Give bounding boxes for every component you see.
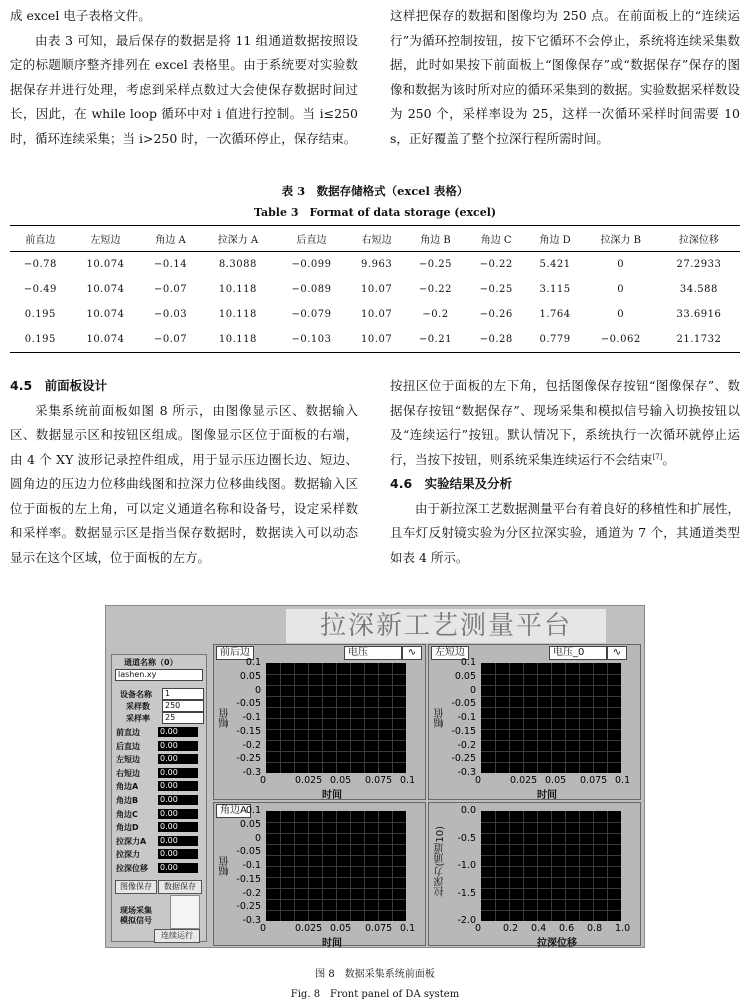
grid-line	[266, 899, 406, 900]
table-header-cell: 角边 A	[140, 226, 201, 252]
y-tick-label: -0.2	[242, 887, 261, 899]
data-row-value: 0.00	[158, 795, 198, 805]
y-tick-label: -0.5	[457, 832, 476, 844]
x-tick-label: 0.075	[365, 775, 393, 786]
table-cell: −0.25	[479, 284, 513, 295]
table-cell: −0.07	[140, 327, 201, 353]
plot-legend-label: 电压_0	[549, 646, 607, 660]
x-tick-label: 0.2	[503, 923, 519, 934]
data-row-label: 角边A	[116, 782, 139, 792]
plot-style-icon[interactable]: ∿	[402, 646, 422, 660]
data-row-value: 0.00	[158, 754, 198, 764]
data-row-label: 拉深位移	[116, 864, 148, 873]
y-tick-label: -1.5	[457, 887, 476, 899]
table-cell: −0.099	[291, 259, 332, 270]
paragraph: 成 excel 电子表格文件。	[10, 8, 151, 23]
graph-name-label: 前后边	[216, 646, 254, 660]
table-cell: 0.779	[527, 327, 584, 353]
table-cell: −0.26	[479, 309, 513, 320]
table-cell: −0.22	[479, 259, 513, 270]
y-tick-label: -0.15	[451, 725, 476, 737]
figure-caption-en: Fig. 8 Front panel of DA system	[290, 989, 460, 1000]
paragraph: 由表 3 可知，最后保存的数据是将 11 组通道数据按照设定的标题顺序整齐排列在 excel 表格里。由于系统要对实验数据保存并进行处理，考虑到采样点数过大会使保存数据时间过长，因此，在 while loop 循环中对 i 值进行控制。当 i≤250 时，循环连续采集；当 i>250 时，一次循环停止，保存结束。	[10, 32, 358, 146]
table-cell: −0.49	[23, 284, 57, 295]
table-cell: −0.28	[466, 327, 527, 353]
x-axis-title: 时间	[322, 790, 342, 801]
paragraph: 按扭区位于面板的左下角，包括图像保存按钮“图像保存”、数据保存按钮“数据保存”、现场采集和模拟信号输入切换按钮以及“连续运行”按钮。默认情况下，系统执行一次循环就停止运行，当按下按钮，则系统采集连续运行不会结束[7]。	[390, 378, 740, 467]
xy-graph[interactable]	[428, 802, 641, 949]
grid-line	[481, 888, 621, 889]
table-cell: 10.07	[348, 327, 405, 353]
y-tick-label: -0.2	[242, 739, 261, 751]
grid-line	[266, 888, 406, 889]
x-tick-label: 0.025	[510, 775, 538, 786]
y-tick-label: 0	[254, 832, 261, 844]
data-row-label: 角边B	[116, 796, 139, 805]
table-cell: 3.115	[539, 284, 571, 295]
text-column-left-bottom	[10, 374, 358, 570]
grid-line	[481, 729, 621, 730]
citation[interactable]: [7]	[652, 452, 663, 461]
table-cell: 21.1732	[658, 327, 740, 353]
grid-line	[481, 899, 621, 900]
y-tick-label: -0.25	[236, 901, 261, 913]
x-tick-label: 0.1	[400, 923, 416, 934]
data-row-label: 角边C	[116, 809, 138, 819]
samples-input[interactable]: 250	[162, 700, 204, 712]
table-header-cell: 拉深力 A	[201, 226, 275, 252]
table-cell: −0.78	[23, 259, 57, 270]
table-cell: 10.118	[218, 284, 257, 295]
x-tick-label: 0.4	[531, 923, 547, 934]
y-tick-label: -0.1	[457, 712, 476, 723]
x-tick-label: 0	[260, 775, 267, 786]
table-header-row	[10, 226, 740, 252]
device-input[interactable]: 1	[162, 688, 204, 700]
table-cell: 0	[617, 259, 625, 270]
table-header-cell: 后直边	[275, 226, 348, 252]
grid-line	[266, 833, 406, 834]
figure-caption-cn: 图 8 数据采集系统前面板	[315, 969, 435, 980]
table-cell: 10.07	[361, 309, 393, 320]
y-tick-label: 0.1	[245, 657, 261, 668]
x-tick-label: 0.075	[365, 923, 393, 934]
xy-graph[interactable]	[428, 644, 641, 800]
y-tick-label: 0.05	[239, 818, 261, 830]
text-column-right-bottom	[390, 374, 740, 570]
table-cell: 0	[617, 309, 625, 320]
table-cell: −0.103	[275, 327, 348, 353]
y-tick-label: -1.0	[457, 860, 476, 871]
table-cell: −0.21	[405, 327, 466, 353]
y-tick-label: -0.05	[451, 698, 476, 710]
x-axis-title: 拉深位移	[537, 938, 577, 949]
data-row-value: 0.00	[158, 768, 198, 778]
y-tick-label: -0.05	[236, 846, 261, 858]
table-cell: 1.764	[539, 309, 571, 320]
rate-label: 采样率	[126, 714, 150, 723]
table-row	[10, 302, 740, 327]
y-tick-label: -2.0	[457, 915, 476, 926]
y-axis-title: 幅值	[435, 708, 446, 728]
plot-legend-label: 电压	[344, 646, 402, 660]
grid-line	[266, 729, 406, 730]
grid-line	[266, 910, 406, 911]
table-cell: 0	[617, 284, 625, 295]
table-cell: 10.118	[201, 327, 275, 353]
y-tick-label: -0.05	[236, 698, 261, 710]
data-row-value: 0.00	[158, 727, 198, 737]
data-row-value: 0.00	[158, 836, 198, 846]
data-row-value: 0.00	[158, 822, 198, 832]
source-switch[interactable]	[170, 895, 200, 929]
y-tick-label: -0.2	[457, 739, 476, 751]
continuous-run-button[interactable]: 连续运行	[154, 929, 200, 943]
table-cell: −0.25	[418, 259, 453, 270]
grid-line	[481, 718, 621, 719]
table-cell: 8.3088	[218, 259, 257, 270]
grid-line	[266, 877, 406, 878]
table-header-cell: 角边 D	[527, 226, 584, 252]
table-row	[10, 277, 740, 302]
table-cell: 10.074	[86, 259, 125, 270]
x-tick-label: 0	[475, 923, 482, 934]
data-row-label: 左短边	[116, 755, 140, 765]
table-row	[10, 252, 740, 278]
text-column-left-top	[10, 4, 358, 151]
x-tick-label: 1.0	[615, 923, 631, 934]
table-cell: 33.6916	[676, 309, 722, 320]
y-tick-label: 0.0	[460, 805, 476, 816]
table-cell: −0.14	[154, 259, 188, 270]
data-row-label: 拉深力	[116, 850, 140, 860]
section-heading: 4.5 前面板设计	[10, 378, 108, 393]
data-row-label: 右短边	[116, 768, 140, 778]
grid-line	[266, 718, 406, 719]
table-cell: 10.074	[86, 309, 125, 320]
table-cell: 10.074	[86, 284, 125, 295]
table-cell: 34.588	[679, 284, 718, 295]
device-label: 设备名称	[120, 690, 152, 699]
x-tick-label: 0.8	[587, 923, 603, 934]
x-tick-label: 0.025	[295, 923, 323, 934]
x-axis-title: 时间	[537, 790, 557, 801]
y-tick-label: -0.15	[236, 873, 261, 885]
y-axis-title: 幅值	[220, 856, 231, 876]
paragraph: 采集系统前面板如图 8 所示，由图像显示区、数据输入区、数据显示区和按钮区组成。图像显示区位于面板的右端，由 4 个 XY 波形记录控件组成，用于显示压边圈长边、短边、圆角边的压边力位移曲线图和拉深力位移曲线图。数据输入区位于面板的左上角，可以定义通道名称和设备号，设定采样数和采样率。数据显示区是指当保存数据时，数据读入可以动态显示在这个区域，位于面板的左方。	[10, 402, 358, 565]
x-tick-label: 0	[475, 775, 482, 786]
table-cell: 5.421	[539, 259, 571, 270]
graph-name-label: 角边A	[216, 804, 251, 818]
grid-line	[481, 740, 621, 741]
y-tick-label: -0.1	[242, 712, 261, 723]
grid-line	[266, 685, 406, 686]
grid-line	[266, 696, 406, 697]
table-cell: −0.03	[154, 309, 188, 320]
xy-graph[interactable]	[213, 644, 426, 800]
y-axis-title: 拉深力(通道10)	[435, 826, 446, 897]
text-column-right-top	[390, 4, 740, 151]
graph-name-label: 左短边	[431, 646, 469, 660]
grid-line	[481, 877, 621, 878]
grid-line	[266, 866, 406, 867]
data-row-value: 0.00	[158, 863, 198, 873]
x-tick-label: 0	[260, 923, 267, 934]
y-tick-label: 0.1	[460, 657, 476, 668]
y-tick-label: -0.3	[242, 915, 261, 926]
y-tick-label: -0.3	[457, 767, 476, 778]
table-cell: −0.2	[422, 309, 449, 320]
table-cell: 0.195	[10, 327, 71, 353]
x-tick-label: 0.025	[295, 775, 323, 786]
x-axis-title: 时间	[322, 938, 342, 949]
grid-line	[266, 844, 406, 845]
grid-line	[481, 685, 621, 686]
rate-input[interactable]: 25	[162, 712, 204, 724]
x-tick-label: 0.1	[615, 775, 631, 786]
table-header-cell: 拉深力 B	[584, 226, 658, 252]
xy-graph[interactable]	[213, 802, 426, 949]
data-row-label: 角边D	[116, 823, 139, 833]
grid-line	[481, 844, 621, 845]
table-cell: 0.195	[24, 309, 56, 320]
table-header-cell: 左短边	[71, 226, 141, 252]
x-tick-label: 0.6	[559, 923, 575, 934]
data-row-label: 后直边	[116, 741, 140, 751]
table-header-cell: 角边 B	[405, 226, 466, 252]
data-row-value: 0.00	[158, 741, 198, 751]
data-table	[10, 225, 740, 353]
x-tick-label: 0.1	[400, 775, 416, 786]
x-tick-label: 0.05	[545, 775, 567, 786]
switch-label-field: 现场采集	[120, 906, 152, 915]
control-column	[111, 654, 207, 942]
grid-line	[266, 855, 406, 856]
x-tick-label: 0.05	[330, 775, 352, 786]
data-save-button[interactable]: 数据保存	[158, 880, 202, 894]
grid-line	[266, 674, 406, 675]
y-tick-label: -0.3	[242, 767, 261, 778]
table-cell: 27.2933	[676, 259, 722, 270]
plot-area[interactable]	[266, 811, 406, 921]
y-tick-label: -0.1	[242, 860, 261, 871]
plot-style-icon[interactable]: ∿	[607, 646, 627, 660]
table-cell: −0.22	[418, 284, 453, 295]
table-cell: 10.074	[71, 327, 141, 353]
paragraph: 这样把保存的数据和图像均为 250 点。在前面板上的“连续运行”为循环控制按钮，按下它循环不会停止，系统将连续采集数据，此时如果按下前面板上“图像保存”或“数据保存”保存的图像和数据为该时所对应的循环采集到的数据。实验数据采样数设为 250 个，采样率设为 25，这样一次循环采样时间需要 10 s，正好覆盖了整个拉深行程所需时间。	[390, 8, 741, 146]
section-heading: 4.6 实验结果及分析	[390, 476, 513, 491]
data-row-label: 前直边	[116, 728, 140, 737]
data-row-value: 0.00	[158, 809, 198, 819]
table-caption-cn: 表 3 数据存储格式（excel 表格）	[281, 184, 469, 198]
paragraph: 由于新拉深工艺数据测量平台有着良好的移植性和扩展性，且车灯反射镜实验为分区拉深实验，通道为 7 个，其通道类型如表 4 所示。	[390, 500, 741, 565]
plot-area[interactable]	[481, 811, 621, 921]
samples-label: 采样数	[126, 702, 150, 711]
y-tick-label: -0.15	[236, 725, 261, 737]
y-tick-label: -0.25	[451, 753, 476, 765]
table-cell: 9.963	[361, 259, 393, 270]
grid-line	[266, 822, 406, 823]
data-row-label: 拉深力A	[116, 836, 147, 846]
table-caption-en: Table 3 Format of data storage (excel)	[253, 206, 497, 219]
table-header-cell: 拉深位移	[658, 226, 740, 252]
grid-line	[481, 762, 621, 763]
y-tick-label: 0.1	[245, 805, 261, 816]
grid-line	[481, 866, 621, 867]
data-row-value: 0.00	[158, 781, 198, 791]
grid-line	[266, 751, 406, 752]
x-tick-label: 0.05	[330, 923, 352, 934]
grid-line	[481, 674, 621, 675]
plot-area[interactable]	[266, 663, 406, 773]
table-header-cell: 角边 C	[466, 226, 527, 252]
channel-label: 通道名称（0）	[124, 658, 178, 667]
grid-line	[481, 707, 621, 708]
table-header-cell: 前直边	[10, 226, 71, 252]
grid-line	[481, 833, 621, 834]
front-panel-figure	[105, 605, 645, 948]
panel-title: 拉深新工艺测量平台	[286, 609, 606, 643]
y-tick-label: 0.05	[239, 670, 261, 682]
x-tick-label: 0.075	[580, 775, 608, 786]
table-row	[10, 327, 740, 353]
y-axis-title: 幅值	[220, 708, 231, 728]
table-header-cell: 右短边	[348, 226, 405, 252]
channel-select[interactable]: lashen.xy	[115, 669, 203, 681]
switch-label-sim: 模拟信号	[120, 916, 152, 925]
table-cell: −0.07	[154, 284, 188, 295]
table-cell: 10.118	[218, 309, 257, 320]
table-cell: −0.089	[291, 284, 332, 295]
y-tick-label: 0	[254, 684, 261, 696]
table-cell: 10.07	[361, 284, 393, 295]
table-body	[10, 252, 740, 353]
grid-line	[481, 855, 621, 856]
grid-line	[266, 762, 406, 763]
grid-line	[481, 696, 621, 697]
grid-line	[481, 751, 621, 752]
table-cell: −0.062	[584, 327, 658, 353]
table-cell: −0.079	[291, 309, 332, 320]
data-row-value: 0.00	[158, 849, 198, 859]
image-save-button[interactable]: 图像保存	[115, 880, 157, 894]
y-tick-label: -0.25	[236, 753, 261, 765]
grid-line	[481, 910, 621, 911]
grid-line	[266, 740, 406, 741]
y-tick-label: 0	[469, 684, 476, 696]
plot-area[interactable]	[481, 663, 621, 773]
y-tick-label: 0.05	[454, 670, 476, 682]
grid-line	[266, 707, 406, 708]
grid-line	[481, 822, 621, 823]
